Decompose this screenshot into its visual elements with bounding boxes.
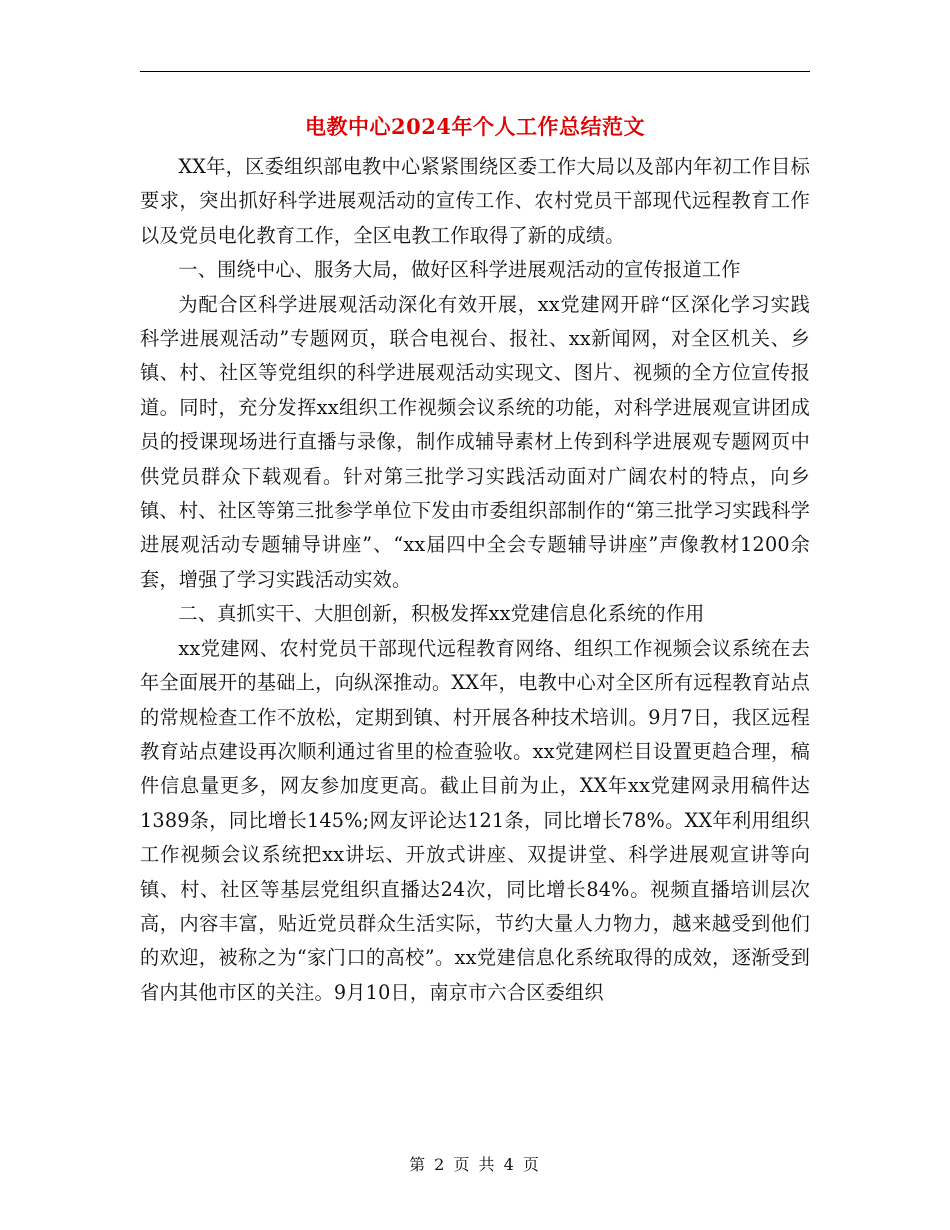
section-heading-1: 一、围绕中心、服务大局，做好区科学进展观活动的宣传报道工作 (178, 258, 741, 282)
section-1-paragraph: 为配合区科学进展观活动深化有效开展，xx党建网开辟“区深化学习实践科学进展观活动”专题网页，联合电视台、报社、xx新闻网，对全区机关、乡镇、村、社区等党组织的科学进展观活动实现文、图片、视频的全方位宣传报道。同时，充分发挥xx组织工作视频会议系统的功能，对科学进展观宣讲团成员的授课现场进行直播与录像，制作成辅导素材上传到科学进展观专题网页中供党员群众下载观看。针对第三批学习实践活动面对广阔农村的特点，向乡镇、村、社区等第三批参学单位下发由市委组织部制作的“第三批学习实践科学进展观活动专题辅导讲座”、“xx届四中全会专题辅导讲座”声像教材1200余套，增强了学习实践活动实效。 (140, 292, 810, 591)
intro-paragraph: XX年，区委组织部电教中心紧紧围绕区委工作大局以及部内年初工作目标要求，突出抓好科学进展观活动的宣传工作、农村党员干部现代远程教育工作以及党员电化教育工作，全区电教工作取得了新的成绩。 (140, 155, 810, 247)
document-body (140, 150, 810, 1010)
document-title: 电教中心2024年个人工作总结范文 (305, 114, 645, 139)
header-rule (140, 71, 810, 72)
section-heading-2: 二、真抓实干、大胆创新，积极发挥xx党建信息化系统的作用 (178, 602, 705, 626)
page-number-footer: 第 2 页 共 4 页 (409, 1155, 541, 1174)
section-2-paragraph: xx党建网、农村党员干部现代远程教育网络、组织工作视频会议系统在去年全面展开的基础上，向纵深推动。XX年，电教中心对全区所有远程教育站点的常规检查工作不放松，定期到镇、村开展各种技术培训。9月7日，我区远程教育站点建设再次顺利通过省里的检查验收。xx党建网栏目设置更趋合理，稿件信息量更多，网友参加度更高。截止目前为止，XX年xx党建网录用稿件达1389条，同比增长145%;网友评论达121条，同比增长78%。XX年利用组织工作视频会议系统把xx讲坛、开放式讲座、双提讲堂、科学进展观宣讲等向镇、村、社区等基层党组织直播达24次，同比增长84%。视频直播培训层次高，内容丰富，贴近党员群众生活实际，节约大量人力物力，越来越受到他们的欢迎，被称之为“家门口的高校”。xx党建信息化系统取得的成效，逐渐受到省内其他市区的关注。9月10日，南京市六合区委组织 (140, 636, 810, 1004)
